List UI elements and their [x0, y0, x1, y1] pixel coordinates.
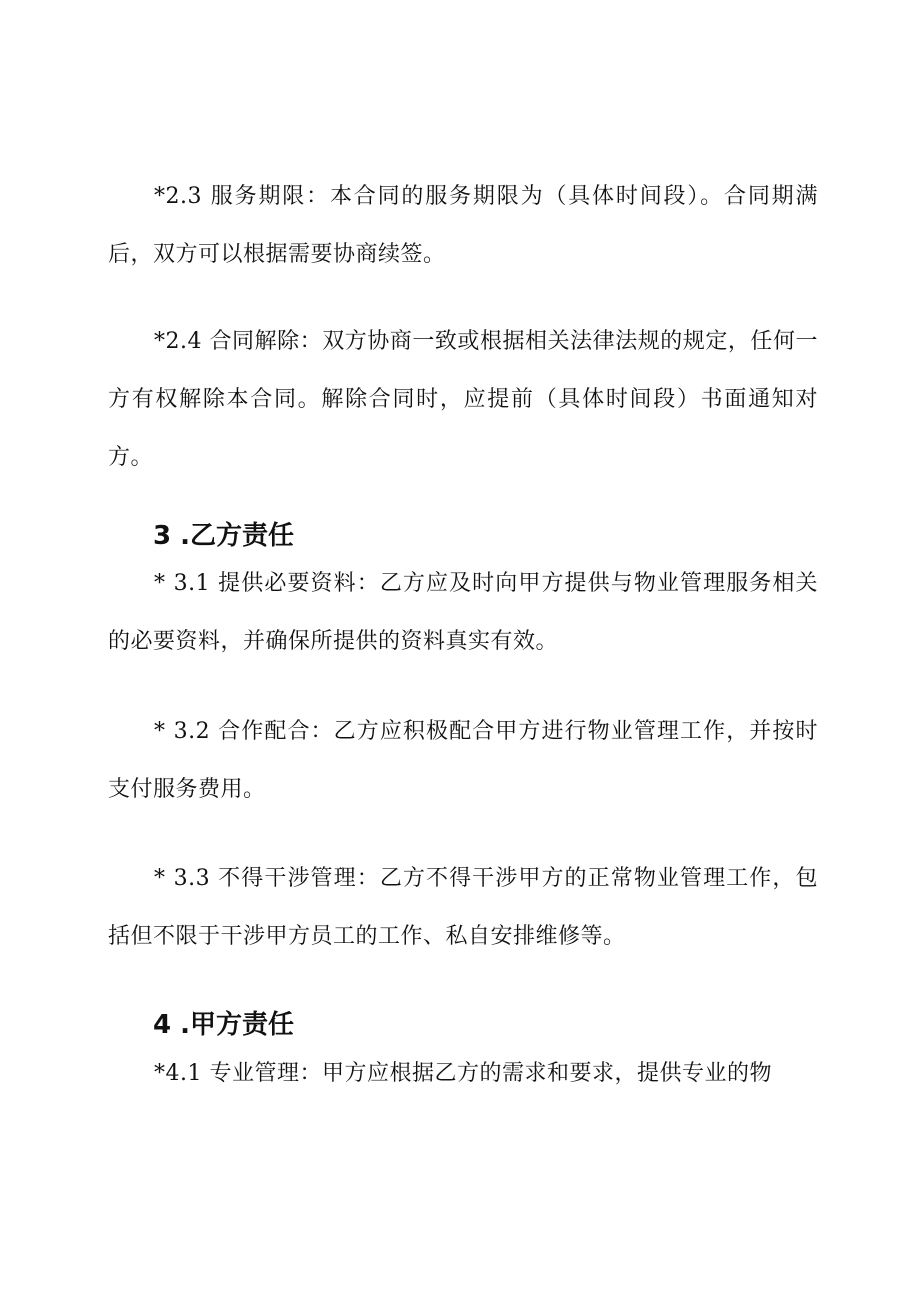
clause-3-1: * 3.1 提供必要资料：乙方应及时向甲方提供与物业管理服务相关的必要资料，并确保所提供的资料真实有效。 [108, 571, 818, 654]
clause-2-4: *2.4 合同解除：双方协商一致或根据相关法律法规的规定，任何一方有权解除本合同。解除合同时，应提前（具体时间段）书面通知对方。 [108, 329, 818, 470]
clause-2-3: *2.3 服务期限：本合同的服务期限为（具体时间段）。合同期满后，双方可以根据需要协商续签。 [108, 184, 818, 267]
clause-4-1: *4.1 专业管理：甲方应根据乙方的需求和要求，提供专业的物 [154, 1061, 772, 1086]
clause-3-3: * 3.3 不得干涉管理：乙方不得干涉甲方的正常物业管理工作，包括但不限于干涉甲方员工的工作、私自安排维修等。 [108, 866, 818, 949]
section-3-heading: 3 .乙方责任 [153, 521, 295, 551]
section-4-heading: 4 .甲方责任 [153, 1010, 295, 1040]
clause-3-2: * 3.2 合作配合：乙方应积极配合甲方进行物业管理工作，并按时支付服务费用。 [108, 719, 818, 802]
